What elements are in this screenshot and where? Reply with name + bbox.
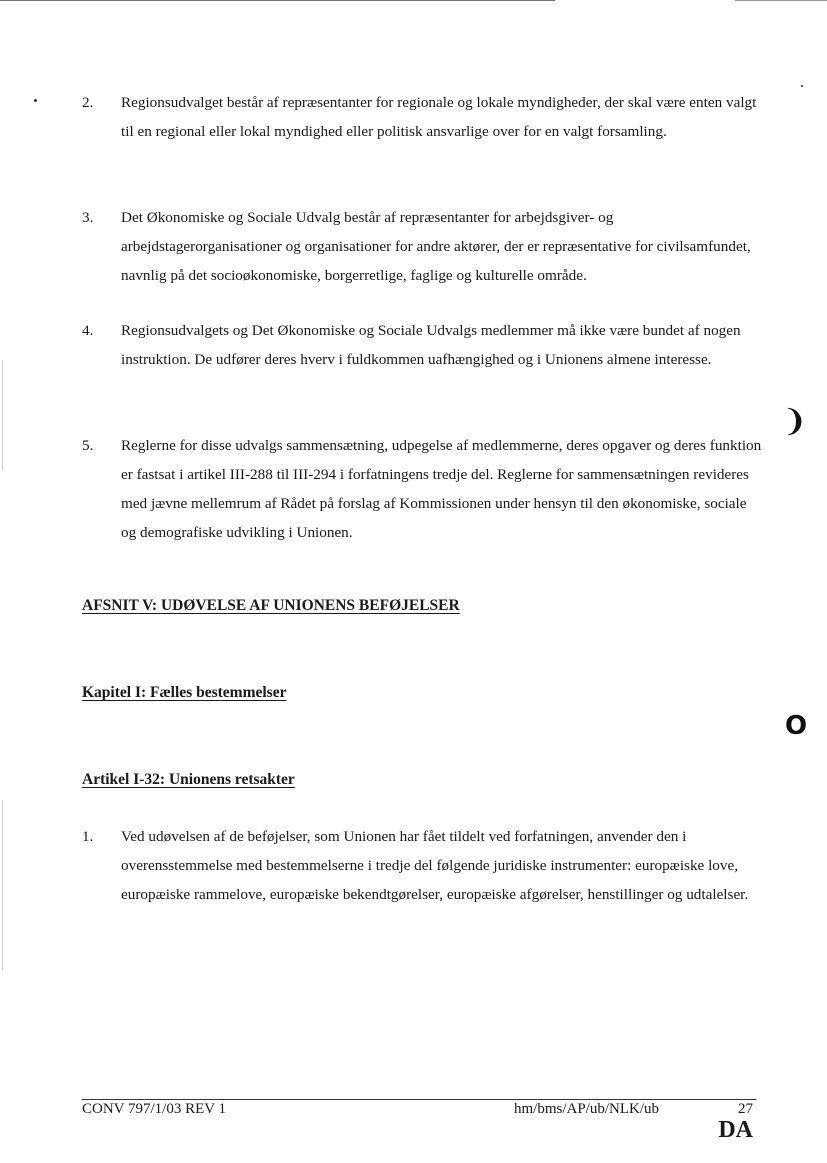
paragraph-3	[82, 203, 762, 290]
top-scan-rule-right	[735, 0, 827, 1]
paragraph-text: Regionsudvalgets og Det Økonomiske og Sociale Udvalgs medlemmer må ikke være bundet af nogen instruktion. De udfører deres hverv i fuldkommen uafhængighed og i Unionens almene interesse.	[121, 322, 741, 368]
scan-margin-line	[2, 800, 3, 970]
chapter-heading: Kapitel I: Fælles bestemmelser	[82, 684, 287, 701]
scan-margin-line	[2, 360, 3, 470]
paragraph-text: Ved udøvelsen af de beføjelser, som Unionen har fået tildelt ved forfatningen, anvender den i overensstemmelse med bestemmelserne i tredje del følgende juridiske instrumenter: europæiske love, europæiske rammelove, europæiske bekendtgørelser, europæiske afgørelser, henstillinger og udtalelser.	[121, 828, 749, 903]
footer-rule	[82, 1099, 756, 1100]
footer-language-code: DA	[718, 1117, 753, 1143]
paragraph-number: 4.	[82, 322, 94, 339]
paragraph-number: 2.	[82, 94, 94, 111]
section-heading: AFSNIT V: UDØVELSE AF UNIONENS BEFØJELSER	[82, 597, 460, 614]
margin-punch-mark: O	[785, 711, 808, 741]
paragraph-number: 5.	[82, 437, 94, 454]
article-heading: Artikel I-32: Unionens retsakter	[82, 771, 295, 788]
top-scan-rule	[0, 0, 555, 1]
paragraph-number: 1.	[82, 828, 94, 845]
scan-speck	[801, 85, 803, 87]
footer-initials: hm/bms/AP/ub/NLK/ub	[514, 1101, 660, 1117]
paragraph-text: Det Økonomiske og Sociale Udvalg består af repræsentanter for arbejdsgiver- og arbejdstagerorganisationer og organisationer for andre aktører, der er repræsentative for civilsamfundet, navnlig på det socioøkonomiske, borgerretlige, faglige og kulturelle område.	[121, 209, 751, 284]
paragraph-4	[82, 316, 762, 374]
paragraph-number: 3.	[82, 209, 94, 226]
paragraph-2	[82, 88, 762, 146]
paragraph-5	[82, 431, 762, 547]
paragraph-text: Regionsudvalget består af repræsentanter for regionale og lokale myndigheder, der skal være enten valgt til en regional eller lokal myndighed eller politisk ansvarlige over for en valgt forsamling.	[121, 94, 757, 140]
footer-page-number: 27	[738, 1101, 753, 1117]
margin-punch-mark: ❩	[782, 404, 808, 439]
article-paragraph-1	[82, 822, 762, 909]
footer-doc-ref: CONV 797/1/03 REV 1	[82, 1101, 227, 1117]
paragraph-text: Reglerne for disse udvalgs sammensætning, udpegelse af medlemmerne, deres opgaver og deres funktion er fastsat i artikel III-288 til III-294 i forfatningens tredje del. Reglerne for sammensætningen revideres med jævne mellemrum af Rådet på forslag af Kommissionen under hensyn til den økonomiske, sociale og demografiske udvikling i Unionen.	[121, 437, 762, 541]
scan-speck	[34, 99, 37, 102]
